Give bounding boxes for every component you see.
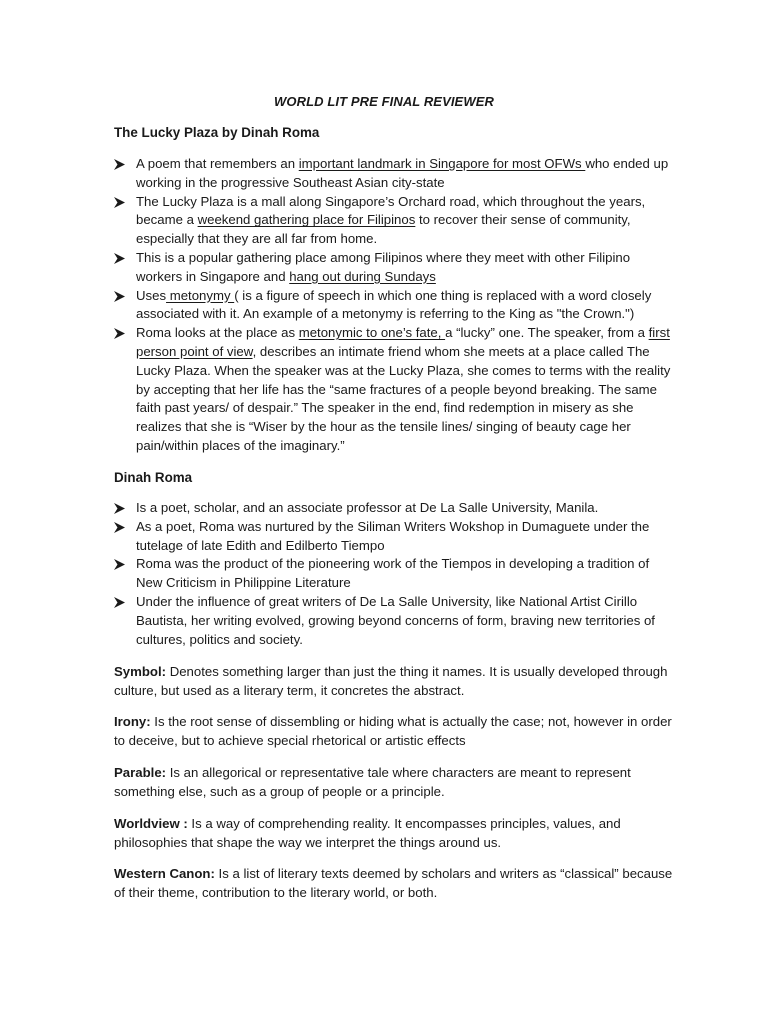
list-item: The Lucky Plaza is a mall along Singapore’s Orchard road, which throughout the years, became a weekend gathering place for Filipinos to recover their sense of community, especially that they are all far from home. <box>114 193 674 249</box>
section-heading-lucky-plaza: The Lucky Plaza by Dinah Roma <box>114 125 320 140</box>
arrow-bullet-icon <box>114 522 125 533</box>
list-item: As a poet, Roma was nurtured by the Siliman Writers Wokshop in Dumaguete under the tutelage of late Edith and Edilberto Tiempo <box>114 518 674 556</box>
arrow-bullet-icon <box>114 503 125 514</box>
definition-worldview <box>114 815 674 853</box>
section-heading-dinah-roma: Dinah Roma <box>114 470 193 485</box>
arrow-bullet-icon <box>114 291 125 302</box>
definition-term: Parable: <box>114 765 167 780</box>
list-item: Under the influence of great writers of De La Salle University, like National Artist Cirillo Bautista, her writing evolved, growing beyond concerns of form, braving new territories of cultures, politics and society. <box>114 593 674 649</box>
definition-parable <box>114 764 674 802</box>
definition-term: Western Canon: <box>114 866 215 881</box>
arrow-bullet-icon <box>114 253 125 264</box>
definition-term: Irony: <box>114 714 151 729</box>
dinah-roma-bullet-list <box>114 499 674 649</box>
definition-term: Worldview : <box>114 816 188 831</box>
definition-term: Symbol: <box>114 664 167 679</box>
definition-text: Is a way of comprehending reality. It encompasses principles, values, and philosophies that shape the way we interpret the things around us. <box>114 816 621 850</box>
definition-irony <box>114 713 674 751</box>
list-item: Uses metonymy ( is a figure of speech in which one thing is replaced with a word closely associated with it. An example of a metonymy is referring to the King as "the Crown.") <box>114 287 674 325</box>
list-item: This is a popular gathering place among Filipinos where they meet with other Filipino workers in Singapore and hang out during Sundays <box>114 249 674 287</box>
list-item: Is a poet, scholar, and an associate professor at De La Salle University, Manila. <box>114 499 674 518</box>
definition-text: Is a list of literary texts deemed by scholars and writers as “classical” because of their theme, contribution to the literary world, or both. <box>114 866 673 900</box>
arrow-bullet-icon <box>114 559 125 570</box>
document-title: WORLD LIT PRE FINAL REVIEWER <box>274 94 494 109</box>
list-item: A poem that remembers an important landmark in Singapore for most OFWs who ended up working in the progressive Southeast Asian city-state <box>114 155 674 193</box>
definition-text: Is the root sense of dissembling or hiding what is actually the case; not, however in order to deceive, but to achieve special rhetorical or artistic effects <box>114 714 672 748</box>
definition-western-canon <box>114 865 674 903</box>
lucky-plaza-bullet-list <box>114 155 674 456</box>
definition-symbol <box>114 663 674 701</box>
arrow-bullet-icon <box>114 197 125 208</box>
definition-text: Is an allegorical or representative tale where characters are meant to represent something else, such as a group of people or a principle. <box>114 765 631 799</box>
arrow-bullet-icon <box>114 159 125 170</box>
list-item: Roma was the product of the pioneering work of the Tiempos in developing a tradition of New Criticism in Philippine Literature <box>114 555 674 593</box>
arrow-bullet-icon <box>114 597 125 608</box>
list-item: Roma looks at the place as metonymic to one’s fate, a “lucky” one. The speaker, from a first person point of view, describes an intimate friend whom she meets at a place called The Lucky Plaza. When the speaker was at the Lucky Plaza, she comes to terms with the reality by accepting that her life has the “same fractures of a people beyond breaking. The same faith past years/ of despair.” The speaker in the end, find redemption in misery as she realizes that she is “Wiser by the hour as the tensile lines/ singing of beauty cage her pain/within places of the imaginary.” <box>114 324 674 456</box>
arrow-bullet-icon <box>114 328 125 339</box>
definition-text: Denotes something larger than just the thing it names. It is usually developed through culture, but used as a literary term, it concretes the abstract. <box>114 664 668 698</box>
